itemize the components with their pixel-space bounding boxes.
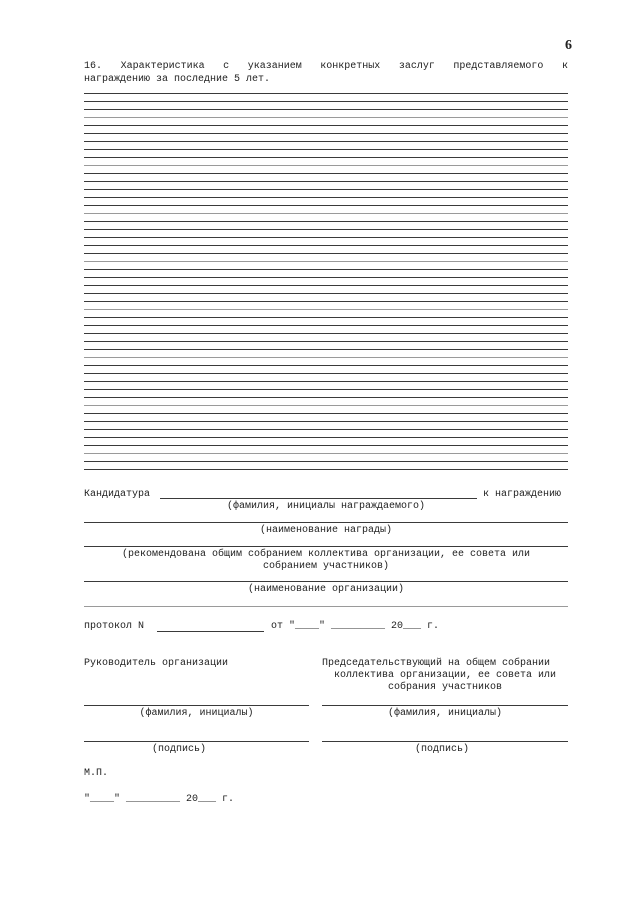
chairman-title-line-1: Председательствующий на общем собрании	[322, 658, 551, 669]
candidate-name-caption: (фамилия, инициалы награждаемого)	[226, 501, 426, 512]
writing-line[interactable]	[84, 117, 568, 118]
chairman-name-caption: (фамилия, инициалы)	[387, 708, 503, 719]
writing-line[interactable]	[84, 429, 568, 430]
writing-line[interactable]	[84, 101, 568, 102]
writing-line[interactable]	[84, 397, 568, 398]
writing-line[interactable]	[84, 229, 568, 230]
writing-line[interactable]	[84, 141, 568, 142]
writing-line[interactable]	[84, 245, 568, 246]
protocol-number-field[interactable]	[157, 631, 264, 632]
section-16-line-1	[84, 60, 568, 73]
writing-line[interactable]	[84, 469, 568, 470]
writing-line[interactable]	[84, 181, 568, 182]
writing-line[interactable]	[84, 173, 568, 174]
chairman-name-field[interactable]	[322, 705, 568, 706]
section-16-word: 16.	[84, 61, 103, 72]
section-16-heading	[84, 60, 568, 86]
writing-line[interactable]	[84, 341, 568, 342]
recommended-caption-line-1: (рекомендована общим собранием коллектива организации, ее совета или	[121, 549, 531, 560]
writing-line[interactable]	[84, 381, 568, 382]
organization-name-field[interactable]	[84, 581, 568, 582]
writing-line[interactable]	[84, 189, 568, 190]
section-16-word: конкретных	[320, 61, 381, 72]
characteristic-writing-lines	[84, 93, 568, 477]
writing-line[interactable]	[84, 405, 568, 406]
award-name-field[interactable]	[84, 522, 568, 523]
writing-line[interactable]	[84, 293, 568, 294]
writing-line[interactable]	[84, 277, 568, 278]
writing-line[interactable]	[84, 285, 568, 286]
section-16-word: с	[223, 61, 230, 72]
recommended-caption-line-2: собранием участников)	[262, 561, 390, 572]
writing-line[interactable]	[84, 157, 568, 158]
writing-line[interactable]	[84, 365, 568, 366]
writing-line[interactable]	[84, 445, 568, 446]
writing-line[interactable]	[84, 261, 568, 262]
stamp-place: М.П.	[84, 768, 109, 779]
organization-extra-line[interactable]	[84, 606, 568, 607]
writing-line[interactable]	[84, 461, 568, 462]
award-caption: (наименование награды)	[259, 525, 393, 536]
writing-line[interactable]	[84, 93, 568, 94]
writing-line[interactable]	[84, 437, 568, 438]
head-signature-caption: (подпись)	[151, 744, 206, 755]
head-name-caption: (фамилия, инициалы)	[139, 708, 254, 719]
writing-line[interactable]	[84, 125, 568, 126]
writing-line[interactable]	[84, 237, 568, 238]
chairman-signature-field[interactable]	[322, 741, 568, 742]
writing-line[interactable]	[84, 309, 568, 310]
chairman-title-line-3: собрания участников	[387, 682, 503, 693]
writing-line[interactable]	[84, 317, 568, 318]
writing-line[interactable]	[84, 373, 568, 374]
writing-line[interactable]	[84, 453, 568, 454]
protocol-date: от "____" _________ 20___ г.	[271, 621, 440, 632]
writing-line[interactable]	[84, 301, 568, 302]
writing-line[interactable]	[84, 413, 568, 414]
writing-line[interactable]	[84, 205, 568, 206]
writing-line[interactable]	[84, 165, 568, 166]
writing-line[interactable]	[84, 269, 568, 270]
recommended-by-field[interactable]	[84, 546, 568, 547]
chairman-signature-caption: (подпись)	[414, 744, 469, 755]
head-name-field[interactable]	[84, 705, 309, 706]
section-16-word: к	[561, 61, 568, 72]
section-16-word: указанием	[247, 61, 302, 72]
section-16-line-2: награждению за последние 5 лет.	[84, 74, 271, 85]
writing-line[interactable]	[84, 133, 568, 134]
organization-caption: (наименование организации)	[247, 584, 405, 595]
date-line: "____" _________ 20___ г.	[84, 794, 235, 805]
writing-line[interactable]	[84, 213, 568, 214]
section-16-word: представляемого	[453, 61, 544, 72]
writing-line[interactable]	[84, 421, 568, 422]
writing-line[interactable]	[84, 253, 568, 254]
writing-line[interactable]	[84, 349, 568, 350]
section-16-word: заслуг	[398, 61, 435, 72]
writing-line[interactable]	[84, 149, 568, 150]
writing-line[interactable]	[84, 389, 568, 390]
head-of-organization-title: Руководитель организации	[84, 658, 229, 669]
writing-line[interactable]	[84, 357, 568, 358]
page-number: 6	[565, 38, 572, 53]
section-16-word: Характеристика	[120, 61, 205, 72]
candidate-name-field[interactable]	[160, 498, 477, 499]
writing-line[interactable]	[84, 197, 568, 198]
chairman-title-line-2: коллектива организации, ее совета или	[333, 670, 557, 681]
protocol-label: протокол N	[84, 621, 145, 632]
candidature-suffix: к награждению	[483, 489, 562, 500]
candidature-label: Кандидатура	[84, 489, 151, 500]
writing-line[interactable]	[84, 325, 568, 326]
writing-line[interactable]	[84, 333, 568, 334]
head-signature-field[interactable]	[84, 741, 309, 742]
writing-line[interactable]	[84, 221, 568, 222]
writing-line[interactable]	[84, 109, 568, 110]
